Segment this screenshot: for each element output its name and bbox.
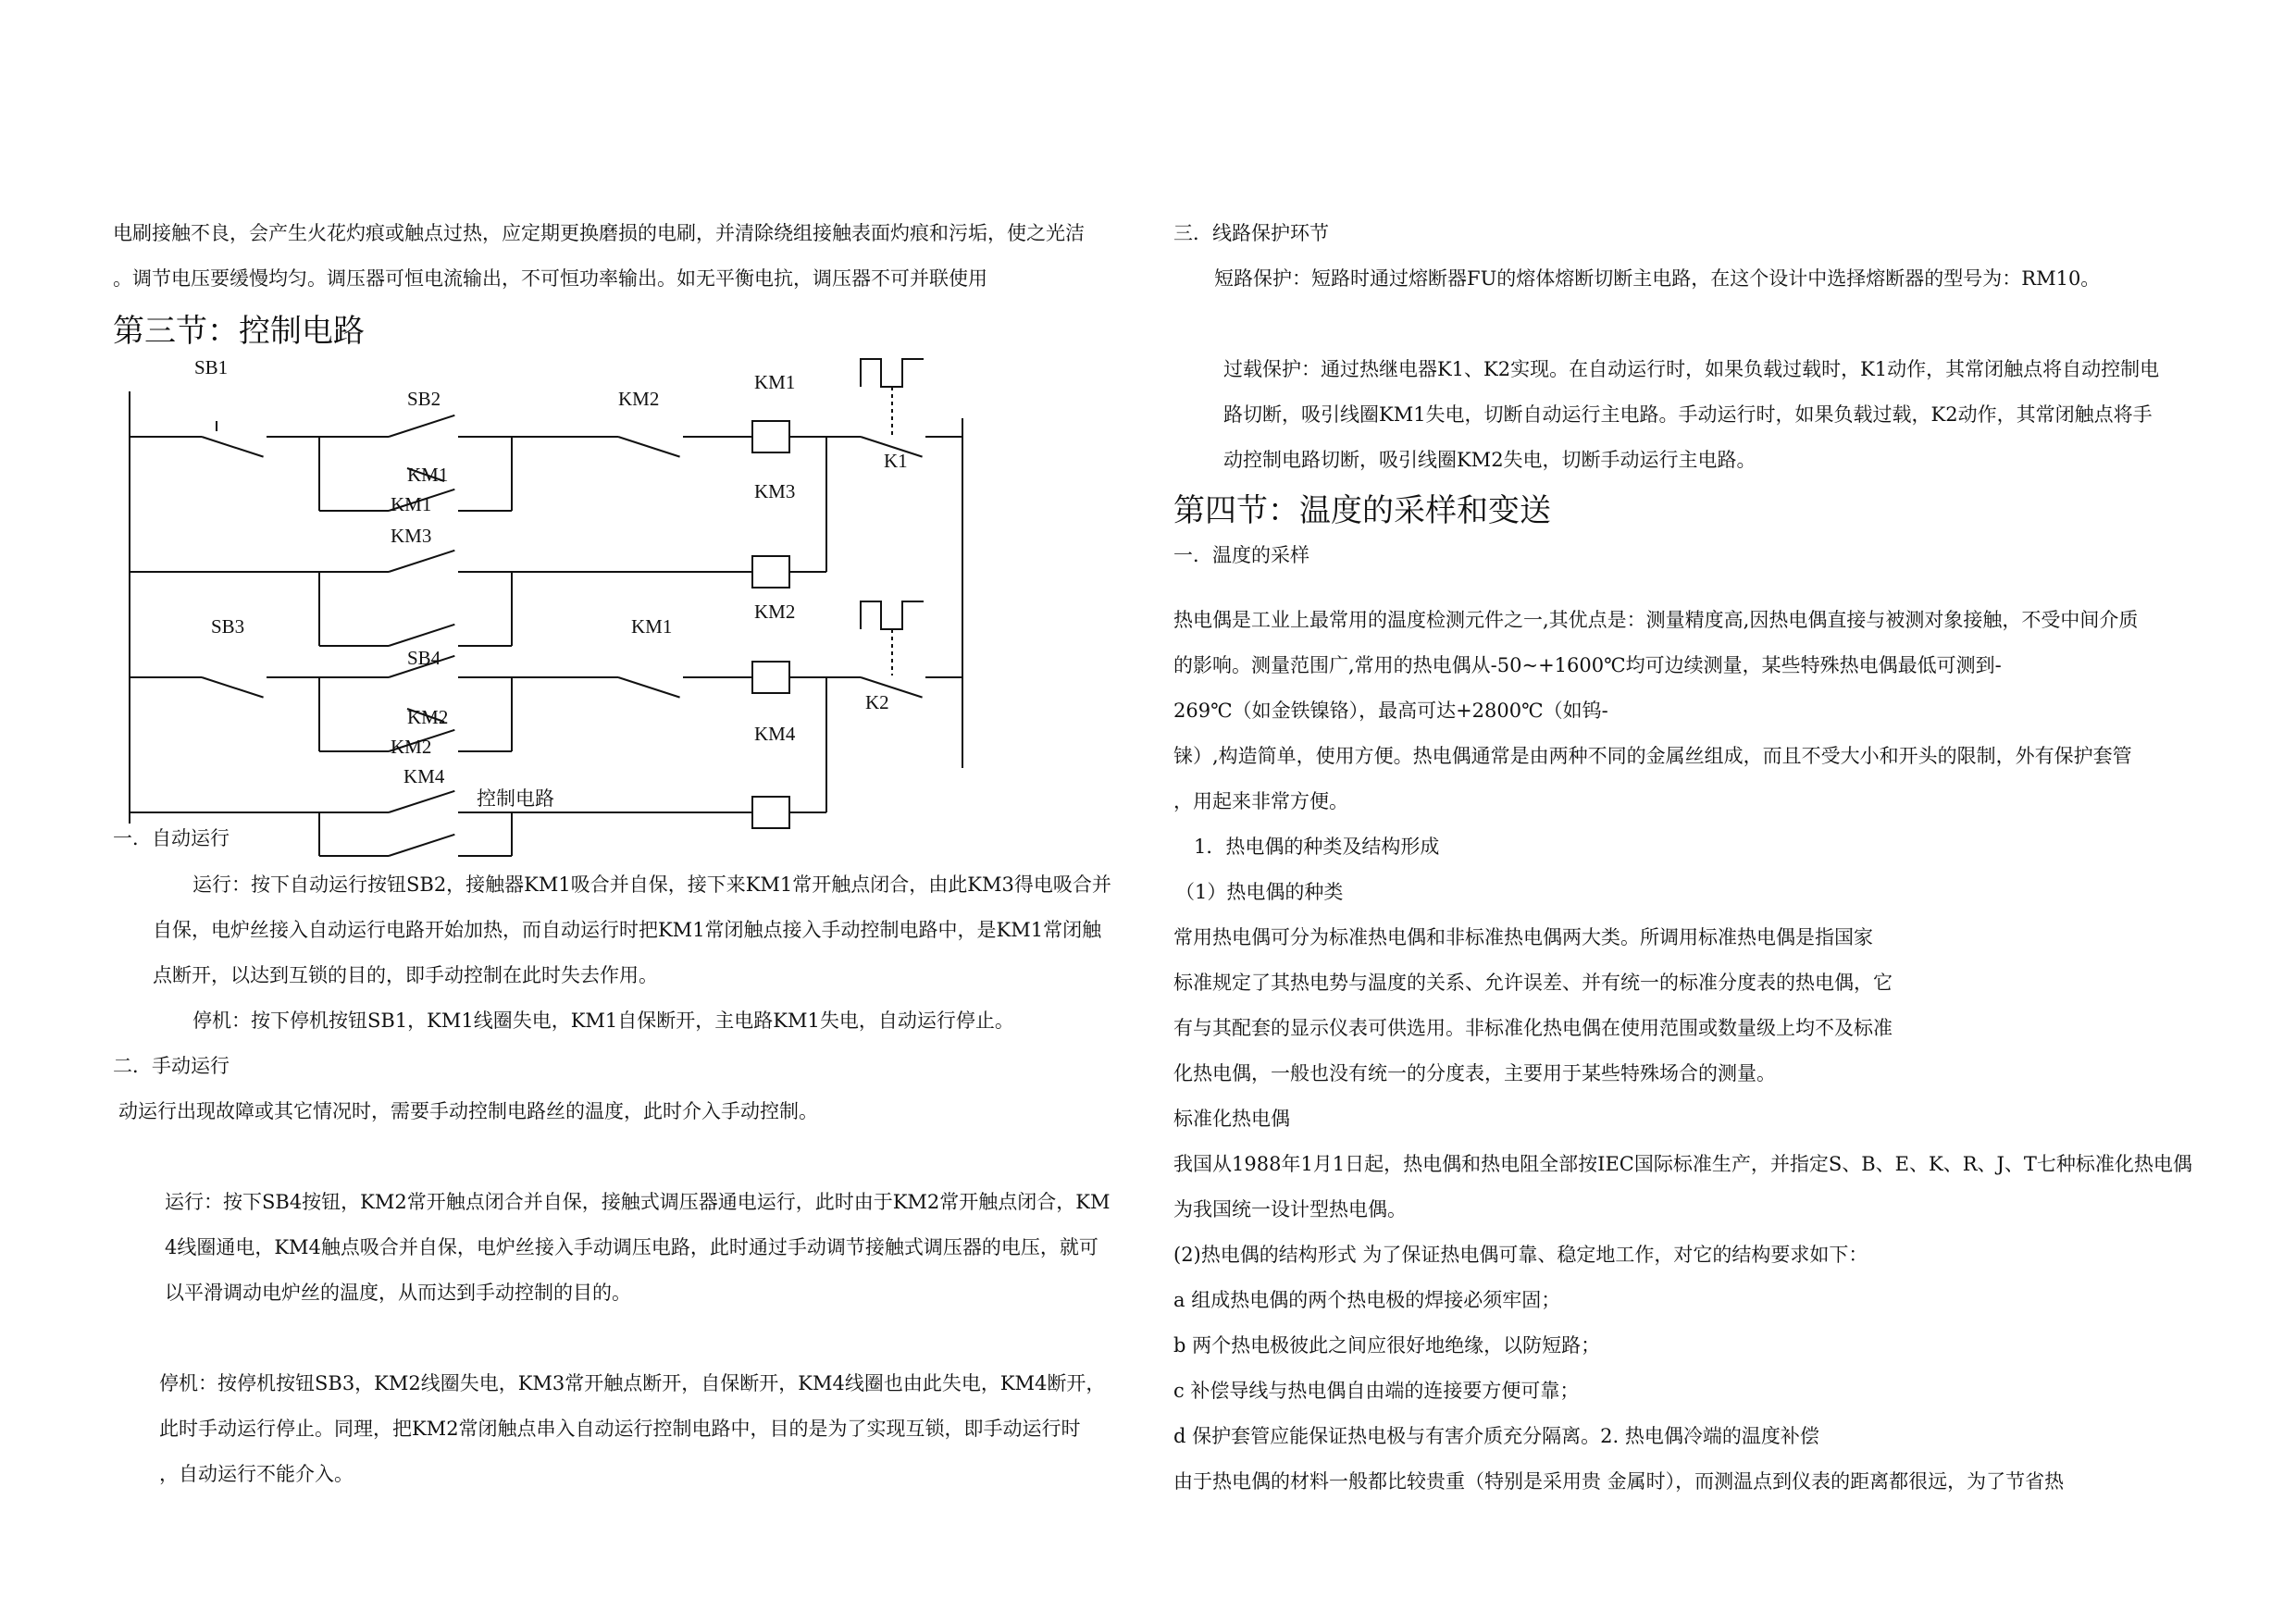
- k2-thermal: [861, 601, 924, 629]
- km1-no-contact: [389, 551, 454, 572]
- label-sb3: SB3: [211, 615, 245, 638]
- paragraph-line: (2)热电偶的结构形式 为了保证热电偶可靠、稳定地工作，对它的结构要求如下：: [1173, 1244, 1868, 1266]
- paragraph-line: 路切断，吸引线圈KM1失电，切断自动运行主电路。手动运行时，如果负载过载，K2动作，其常闭触点将手: [1223, 403, 2153, 426]
- paragraph-line: 动运行出现故障或其它情况时，需要手动控制电路丝的温度，此时介入手动控制。: [118, 1100, 818, 1122]
- label-km2-b: KM2: [391, 736, 432, 758]
- paragraph-line: ，用起来非常方便。: [1173, 790, 1348, 812]
- paragraph-line: 。调节电压要缓慢均匀。调压器可恒电流输出，不可恒功率输出。如无平衡电抗，调压器不可并联使用: [113, 267, 987, 290]
- subheading: 一．自动运行: [113, 827, 230, 849]
- paragraph-line: 自保，电炉丝接入自动运行电路开始加热，而自动运行时把KM1常闭触点接入手动控制电路中，是KM1常闭触: [153, 919, 1102, 941]
- sb3-contact: [202, 677, 264, 698]
- label-km1-b: KM1: [391, 493, 432, 515]
- label-sb2: SB2: [407, 388, 441, 410]
- km2-coil: [752, 662, 789, 693]
- subheading: （1）热电偶的种类: [1175, 881, 1344, 903]
- paragraph-line: 此时手动运行停止。同理，把KM2常闭触点串入自动运行控制电路中，目的是为了实现互锁，即手动运行时: [159, 1418, 1081, 1440]
- list-item: b 两个热电极彼此之间应很好地绝缘，以防短路；: [1173, 1334, 1601, 1357]
- subheading: 一．温度的采样: [1173, 544, 1309, 566]
- paragraph-line: 我国从1988年1月1日起，热电偶和热电阻全部按IEC国际标准生产，并指定S、B、E、K、R、J、T七种标准化热电偶: [1173, 1153, 2192, 1175]
- paragraph-line: 化热电偶，一般也没有统一的分度表，主要用于某些特殊场合的测量。: [1173, 1062, 1776, 1084]
- section-title: 第三节：控制电路: [113, 313, 365, 350]
- km4-coil: [752, 797, 789, 828]
- paragraph-line: 标准规定了其热电势与温度的关系、允许误差、并有统一的标准分度表的热电偶，它: [1173, 972, 1893, 994]
- sb2-contact: [389, 415, 454, 437]
- paragraph-line: 停机：按下停机按钮SB1，KM1线圈失电，KM1自保断开，主电路KM1失电，自动运行停止。: [192, 1010, 1014, 1032]
- paragraph-line: 常用热电偶可分为标准热电偶和非标准热电偶两大类。所调用标准热电偶是指国家: [1173, 926, 1873, 948]
- label-km2-coil: KM2: [754, 601, 796, 623]
- label-k1: K1: [884, 450, 908, 472]
- paragraph-line: ，自动运行不能介入。: [159, 1463, 354, 1485]
- section-title: 第四节：温度的采样和变送: [1173, 492, 1551, 529]
- label-km1-coil: KM1: [754, 371, 796, 393]
- subheading: 1．热电偶的种类及结构形成: [1194, 836, 1440, 858]
- km1-coil: [752, 421, 789, 452]
- paragraph-line: 停机：按停机按钮SB3，KM2线圈失电，KM3常开触点断开，自保断开，KM4线圈也由此失电，KM4断开，: [159, 1372, 1106, 1394]
- paragraph-line: 以平滑调动电炉丝的温度，从而达到手动控制的目的。: [165, 1282, 631, 1304]
- paragraph-line: 热电偶是工业上最常用的温度检测元件之一,其优点是：测量精度高,因热电偶直接与被测对象接触，不受中间介质: [1173, 609, 2139, 631]
- paragraph-line: 点断开，以达到互锁的目的，即手动控制在此时失去作用。: [153, 964, 658, 986]
- km3-coil: [752, 556, 789, 588]
- paragraph-line: 电刷接触不良，会产生火花灼痕或触点过热，应定期更换磨损的电刷，并清除绕组接触表面灼痕和污垢，使之光洁: [113, 222, 1085, 244]
- km1-nc-contact: [618, 677, 680, 698]
- paragraph-line: 运行：按下SB4按钮，KM2常开触点闭合并自保，接触式调压器通电运行，此时由于KM2常开触点闭合，KM: [165, 1191, 1111, 1213]
- label-sb1: SB1: [194, 356, 229, 378]
- label-sb4: SB4: [407, 647, 441, 669]
- label-k2: K2: [865, 691, 889, 713]
- label-km3-a: KM3: [391, 525, 432, 547]
- subheading: 标准化热电偶: [1173, 1108, 1290, 1130]
- km2-no-contact: [389, 791, 454, 812]
- subheading: 三．线路保护环节: [1173, 222, 1329, 244]
- label-km1-a: KM1: [407, 464, 449, 486]
- diagram-caption: 控制电路: [477, 787, 554, 810]
- control-circuit-diagram: [111, 347, 990, 865]
- km4-hold-contact: [389, 835, 454, 856]
- paragraph-line: 动控制电路切断，吸引线圈KM2失电，切断手动运行主电路。: [1223, 449, 1756, 471]
- km3-hold-contact: [389, 625, 454, 646]
- paragraph-line: 短路保护：短路时通过熔断器FU的熔体熔断切断主电路，在这个设计中选择熔断器的型号为：RM10。: [1214, 267, 2101, 290]
- paragraph-line: 为我国统一设计型热电偶。: [1173, 1198, 1407, 1220]
- paragraph-line: 有与其配套的显示仪表可供选用。非标准化热电偶在使用范围或数量级上均不及标准: [1173, 1017, 1893, 1039]
- list-item: a 组成热电偶的两个热电极的焊接必须牢固；: [1173, 1289, 1561, 1311]
- label-km2-a: KM2: [407, 706, 449, 728]
- km2-nc-contact: [618, 437, 680, 457]
- paragraph-line: 269℃（如金铁镍铬），最高可达+2800℃（如钨-: [1173, 700, 1608, 722]
- label-km1-mid: KM1: [631, 615, 673, 638]
- paragraph-line: 运行：按下自动运行按钮SB2，接触器KM1吸合并自保，接下来KM1常开触点闭合，由此KM3得电吸合并: [192, 873, 1111, 896]
- paragraph-line: 4线圈通电，KM4触点吸合并自保，电炉丝接入手动调压电路，此时通过手动调节接触式调压器的电压，就可: [165, 1236, 1098, 1258]
- paragraph-line: 铼）,构造简单，使用方便。热电偶通常是由两种不同的金属丝组成，而且不受大小和开头的限制，外有保护套管: [1173, 745, 2132, 767]
- label-km4-a: KM4: [403, 765, 445, 787]
- paragraph-line: 由于热电偶的材料一般都比较贵重（特别是采用贵 金属时），而测温点到仪表的距离都很远，为了节省热: [1173, 1470, 2065, 1493]
- k1-thermal: [861, 359, 924, 387]
- subheading: 二．手动运行: [113, 1055, 230, 1077]
- paragraph-line: 过载保护：通过热继电器K1、K2实现。在自动运行时，如果负载过载时，K1动作，其常闭触点将自动控制电: [1223, 358, 2160, 380]
- list-item: c 补偿导线与热电偶自由端的连接要方便可靠；: [1173, 1380, 1580, 1402]
- paragraph-line: 的影响。测量范围广,常用的热电偶从-50~+1600℃均可边续测量，某些特殊热电偶最低可测到-: [1173, 654, 2002, 676]
- sb1-contact: [202, 437, 264, 457]
- list-item: d 保护套管应能保证热电极与有害介质充分隔离。2. 热电偶冷端的温度补偿: [1173, 1425, 1819, 1447]
- label-km4-coil: KM4: [754, 723, 796, 745]
- label-km2-top: KM2: [618, 388, 660, 410]
- label-km3-coil: KM3: [754, 480, 796, 502]
